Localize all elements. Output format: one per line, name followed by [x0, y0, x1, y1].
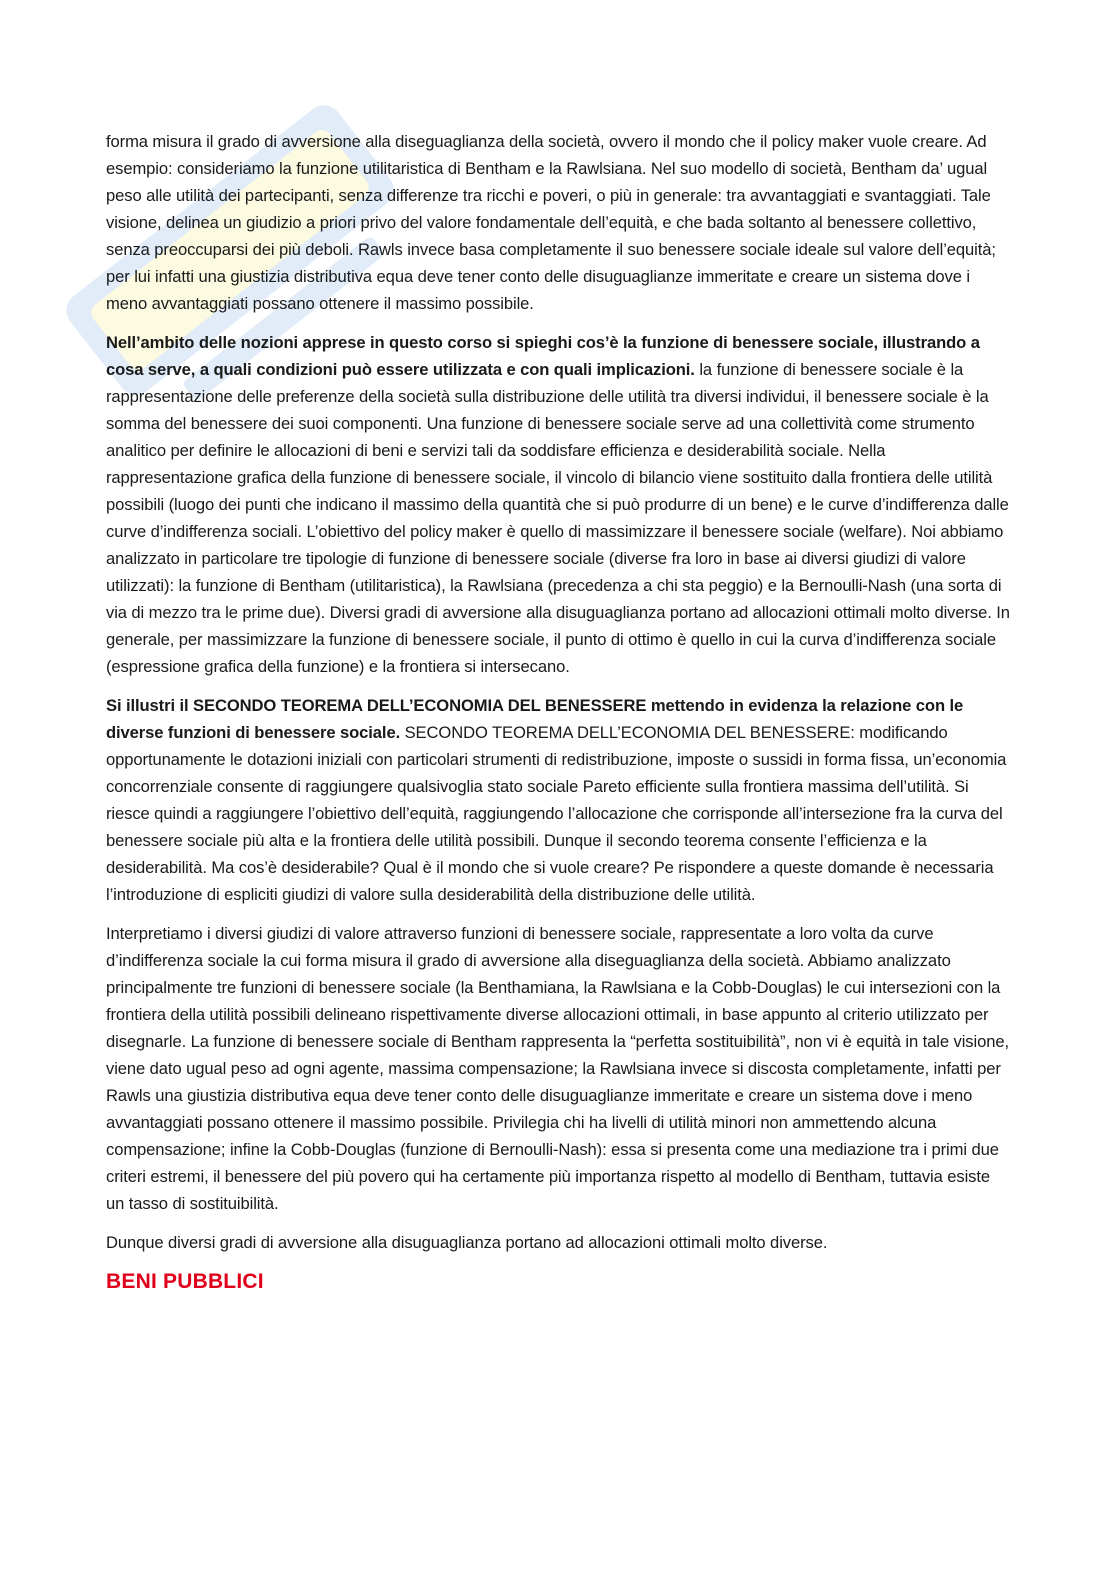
document-page: [106, 128, 1011, 1294]
section-heading: BENI PUBBLICI: [106, 1270, 264, 1293]
paragraph-1: [106, 128, 1011, 317]
paragraph-1-text: forma misura il grado di avversione alla diseguaglianza della società, ovvero il mondo che il policy maker vuole creare. Ad esempio: consideriamo la funzione utilitaristica di Bentham e la Rawlsiana. Nel suo modello di società, Bentham da’ ugual peso alle utilità dei partecipanti, senza differenze tra ricchi e poveri, o più in generale: tra avvantaggiati e svantaggiati. Tale visione, delinea un giudizio a priori privo del valore fondamentale dell’equità, e che bada soltanto al benessere collettivo, senza preoccuparsi dei più deboli. Rawls invece basa completamente il suo benessere sociale ideale sul valore dell’equità; per lui infatti una giustizia distributiva equa deve tener conto delle disuguaglianze immeritate e creare un sistema dove i meno avvantaggiati possano ottenere il massimo possibile.: [106, 132, 996, 313]
paragraph-3-text: SECONDO TEOREMA DELL’ECONOMIA DEL BENESSERE: modificando opportunamente le dotazioni iniziali con particolari strumenti di redistribuzione, imposte o sussidi in forma fissa, un’economia concorrenziale consente di raggiungere qualsivoglia stato sociale Pareto efficiente sulla frontiera massima dell’utilità. Si riesce quindi a raggiungere l’obiettivo dell’equità, raggiungendo l’allocazione che corrisponde all’intersezione fra la curva del benessere sociale più alta e la frontiera delle utilità possibili. Dunque il secondo teorema consente l’efficienza e la desiderabilità. Ma cos’è desiderabile? Qual è il mondo che si vuole creare? Pe rispondere a queste domande è necessaria l’introduzione di espliciti giudizi di valore sulla desiderabilità della distribuzione delle utilità.: [106, 723, 1007, 904]
paragraph-4-text: Interpretiamo i diversi giudizi di valore attraverso funzioni di benessere sociale, rappresentate a loro volta da curve d’indifferenza sociale la cui forma misura il grado di avversione alla diseguaglianza della società. Abbiamo analizzato principalmente tre funzioni di benessere sociale (la Benthamiana, la Rawlsiana e la Cobb-Douglas) le cui intersezioni con la frontiera della utilità possibili delineano rispettivamente diverse allocazioni ottimali, in base appunto al criterio utilizzato per disegnarle. La funzione di benessere sociale di Bentham rappresenta la “perfetta sostituibilità”, non vi è equità in tale visione, viene dato ugual peso ad ogni agente, massima compensazione; la Rawlsiana invece si discosta completamente, infatti per Rawls una giustizia distributiva equa deve tener conto delle disuguaglianze immeritate e creare un sistema dove i meno avvantaggiati possano ottenere il massimo possibile. Privilegia chi ha livelli di utilità minori non ammettendo alcuna compensazione; infine la Cobb-Douglas (funzione di Bernoulli-Nash): essa si presenta come una mediazione tra i primi due criteri estremi, il benessere del più povero qui ha certamente più importanza rispetto al modello di Bentham, tuttavia esiste un tasso di sostituibilità.: [106, 924, 1009, 1213]
paragraph-3: [106, 692, 1011, 908]
paragraph-5-text: Dunque diversi gradi di avversione alla disuguaglianza portano ad allocazioni ottimali molto diverse.: [106, 1233, 828, 1252]
paragraph-4: [106, 920, 1011, 1217]
question-1: Nell’ambito delle nozioni apprese in questo corso si spieghi cos’è la funzione di benessere sociale, illustrando a cosa serve, a quali condizioni può essere utilizzata e con quali implicazioni.: [106, 333, 980, 379]
paragraph-5: [106, 1229, 1011, 1256]
paragraph-2-text: la funzione di benessere sociale è la rappresentazione delle preferenze della società sulla distribuzione delle utilità tra diversi individui, il benessere sociale è la somma del benessere dei suoi componenti. Una funzione di benessere sociale serve ad una collettività come strumento analitico per definire le allocazioni di beni e servizi tali da soddisfare efficienza e desiderabilità sociale. Nella rappresentazione grafica della funzione di benessere sociale, il vincolo di bilancio viene sostituito dalla frontiera delle utilità possibili (luogo dei punti che indicano il massimo della quantità che si può produrre di un bene) e le curve d’indifferenza dalle curve d’indifferenza sociali. L’obiettivo del policy maker è quello di massimizzare il benessere sociale (welfare). Noi abbiamo analizzato in particolare tre tipologie di funzione di benessere sociale (diverse fra loro in base ai diversi giudizi di valore utilizzati): la funzione di Bentham (utilitaristica), la Rawlsiana (precedenza a chi sta peggio) e la Bernoulli-Nash (una sorta di via di mezzo tra le prime due). Diversi gradi di avversione alla disuguaglianza portano ad allocazioni ottimali molto diverse. In generale, per massimizzare la funzione di benessere sociale, il punto di ottimo è quello in cui la curva d’indifferenza sociale (espressione grafica della funzione) e la frontiera si intersecano.: [106, 360, 1010, 676]
paragraph-2: [106, 329, 1011, 680]
question-2: Si illustri il SECONDO TEOREMA DELL’ECONOMIA DEL BENESSERE mettendo in evidenza la relazione con le diverse funzioni di benessere sociale.: [106, 696, 964, 742]
